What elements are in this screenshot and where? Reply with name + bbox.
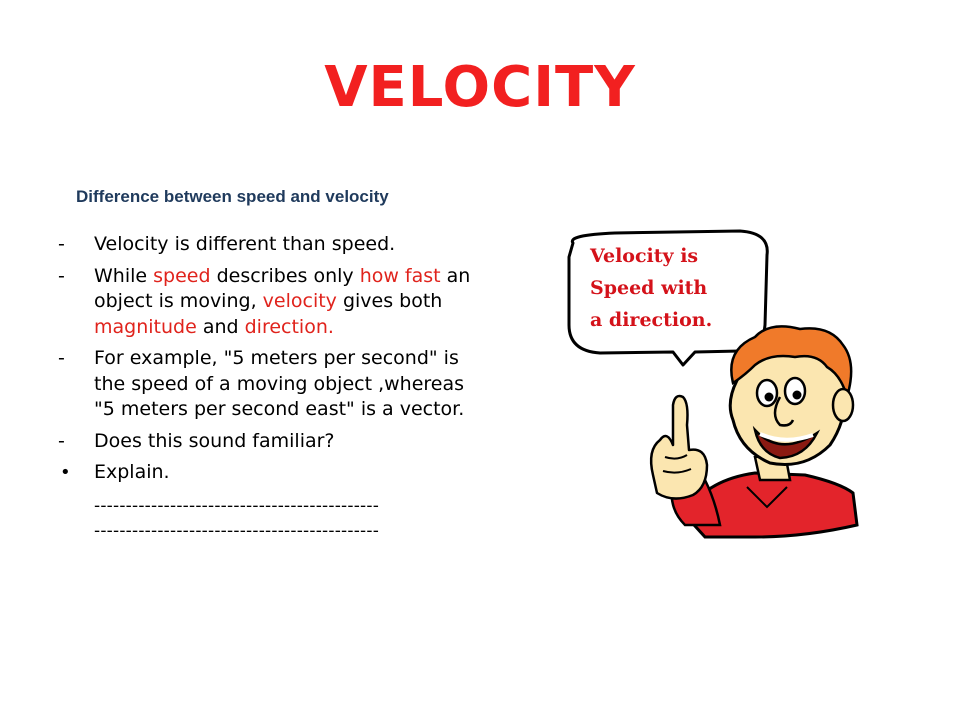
highlight-magnitude: magnitude: [94, 315, 197, 338]
dash-marker: -: [58, 347, 65, 369]
bullet-item: [56, 460, 476, 544]
hand: [651, 396, 707, 499]
answer-line: ---------------------------------------------: [94, 520, 380, 541]
highlight-speed: speed: [153, 264, 211, 287]
bullet-item: [56, 232, 476, 258]
highlight-velocity: velocity: [262, 290, 337, 312]
dash-marker: -: [58, 264, 65, 287]
bullet-list: [56, 232, 476, 550]
answer-line: ---------------------------------------------: [94, 495, 380, 516]
bullet-text-part: While: [94, 264, 154, 287]
bubble-line: a direction.: [590, 309, 713, 331]
bullet-text: For example, "5 meters per second" is the speed of a moving object ,whereas "5 meters per second east" is a vector.: [94, 347, 465, 420]
highlight-direction: direction.: [244, 315, 334, 338]
bullet-item: [56, 429, 476, 455]
bullet-text-part: and: [196, 315, 245, 338]
speech-bubble-text: [590, 240, 765, 336]
bullet-text: Does this sound familiar?: [94, 429, 335, 452]
slide-title: VELOCITY: [324, 55, 636, 120]
bullet-text: Velocity is different than speed.: [94, 233, 396, 255]
bullet-item: [56, 264, 476, 341]
dash-marker: -: [58, 233, 65, 255]
bubble-line: Speed with: [590, 277, 708, 299]
dash-marker: -: [58, 429, 65, 452]
bullet-text: Explain.: [94, 461, 170, 483]
highlight-how-fast: how fast: [359, 264, 441, 287]
ear: [833, 389, 853, 421]
bullet-text-part: describes only: [210, 264, 360, 287]
bullet-item: [56, 346, 476, 423]
bullet-text-part: an object is moving,: [94, 264, 471, 312]
bullet-dot-marker: •: [60, 462, 71, 483]
bubble-line: Velocity is: [590, 245, 699, 267]
bullet-text-part: gives both: [336, 290, 443, 312]
slide-subtitle: Difference between speed and velocity: [76, 187, 389, 206]
